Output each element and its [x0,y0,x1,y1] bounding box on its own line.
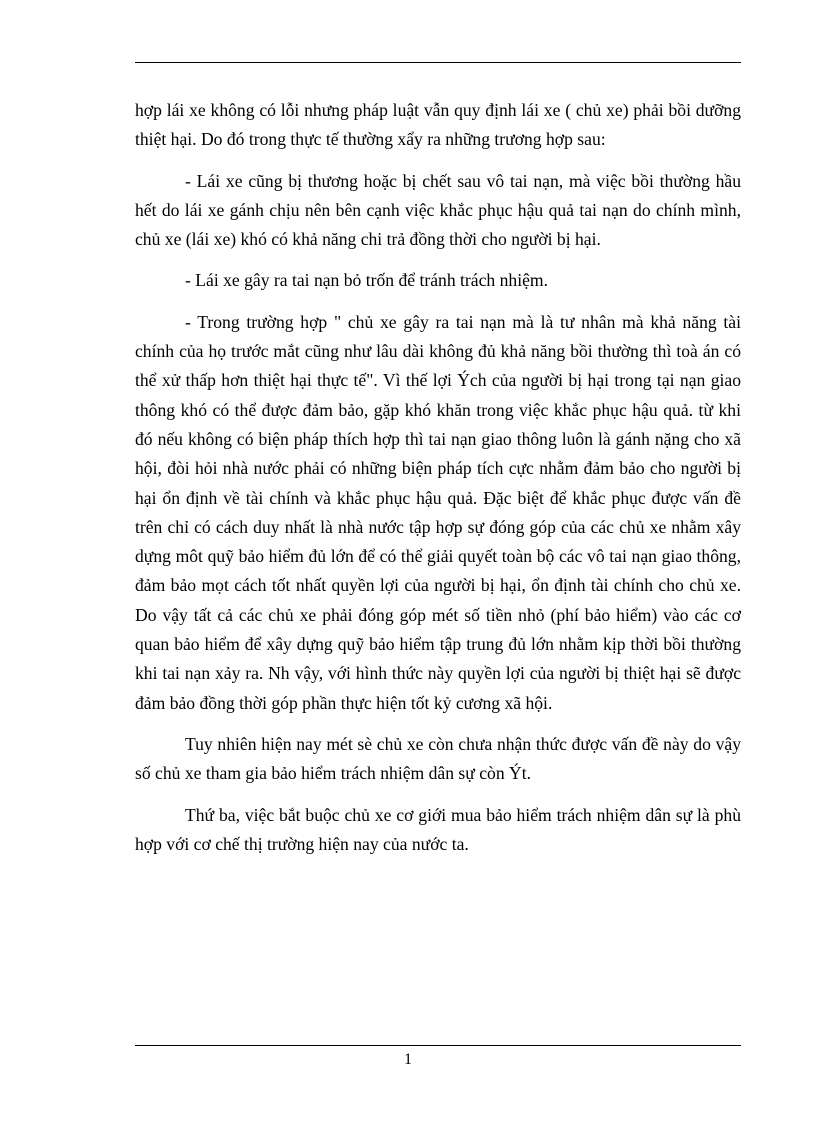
paragraph-driver-fled: - Lái xe gây ra tai nạn bỏ trốn để tránh trách nhiệm. [185,270,548,291]
header-rule [135,62,741,63]
body-text [135,96,741,859]
page-number: 1 [404,1051,412,1068]
footer-rule [135,1045,741,1046]
paragraph-driver-injured: - Lái xe cũng bị thương hoặc bị chết sau vô tai nạn, mà việc bồi thường hầu hết do lái xe gánh chịu nên bên cạnh việc khắc phục hậu quả tai nạn do chính mình, chủ xe (lái xe) khó có khả năng chi trả đồng thời cho người bị hại. [135,170,741,250]
paragraph-third-point: Thứ ba, việc bắt buộc chủ xe cơ giới mua bảo hiểm trách nhiệm dân sự là phù hợp với cơ chế thị trường hiện nay của nước ta. [135,804,741,854]
paragraph-private-owner: - Trong trường hợp " chủ xe gây ra tai nạn mà là tư nhân mà khả năng tài chính của họ trước mắt cũng như lâu dài không đủ khả năng bồi thường thì toà án có thể xử thấp hơn thiệt hại thực tế". Vì thế lợi Ých của người bị hại trong tại nạn giao thông khó có thể được đảm bảo, gặp khó khăn trong việc khắc phục hậu quả. từ khi đó nếu không có biện pháp thích hợp thì tai nạn giao thông luôn là gánh nặng cho xã hội, đòi hỏi nhà nước phải có những biện pháp tích cực nhằm đảm bảo cho người bị hại ổn định về tài chính và khắc phục hậu quả. Đặc biệt để khắc phục được vấn đề trên chỉ có cách duy nhất là nhà nước tập hợp sự đóng góp của các chủ xe nhằm xây dựng môt quỹ bảo hiểm đủ lớn để có thể giải quyết toàn bộ các vô tai nạn giao thông, đảm bảo mọt cách tốt nhất quyền lợi của người bị hại, ổn định tài chính cho chủ xe. Do vậy tất cả các chủ xe phải đóng góp mét số tiền nhỏ (phí bảo hiểm) vào các cơ quan bảo hiểm để xây dựng quỹ bảo hiểm tập trung đủ lớn nhằm kịp thời bồi thường khi tai nạn xảy ra. Nh vậy, với hình thức này quyền lợi của người bị thiệt hại sẽ được đảm bảo đồng thời góp phần thực hiện tốt kỷ cương xã hội. [135,311,741,713]
paragraph-awareness: Tuy nhiên hiện nay mét sè chủ xe còn chưa nhận thức được vấn đề này do vậy số chủ xe tham gia bảo hiểm trách nhiệm dân sự còn Ýt. [135,733,741,784]
paragraph-continuation: hợp lái xe không có lỗi nhưng pháp luật vẫn quy định lái xe ( chủ xe) phải bồi dưỡng thiệt hại. Do đó trong thực tế thường xẩy ra những trương hợp sau: [135,100,741,150]
